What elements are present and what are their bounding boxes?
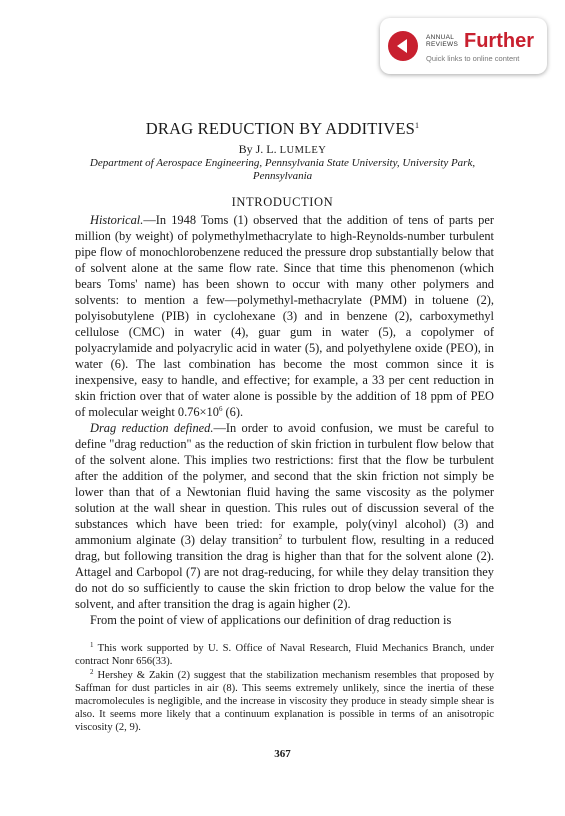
badge-publisher: ANNUAL REVIEWS — [426, 33, 459, 48]
paragraph-drag-reduction-defined: Drag reduction defined.—In order to avoid confusion, we must be careful to define "drag reduction" as the reduction of skin friction in turbulent flow below that of the solvent alone. This implies two restrictions: first that the flow be turbulent after the addition of the polymer, and second that the skin friction not simply be lower than that of a Newtonian fluid having the same viscosity as the polymer solution at the wall shear in question. This rules out of discussion several of the substances which have been tried: for example, poly(vinyl alcohol) (3) and ammonium alginate (3) delay transition$^2$ to turbulent flow, resulting in a reduced drag, but following transition the drag is higher than that for the solvent alone (2). Attagel and Carbopol (7) are not drag-reducing, for while they delay transition they do not do so sufficiently to cause the skin friction to drop below the value for the solvent, and after transition the drag is again higher (2). — [75, 421, 494, 611]
paragraph-applications: From the point of view of applications our definition of drag reduction is — [90, 613, 452, 627]
section-heading: INTRODUCTION — [231, 195, 334, 209]
badge-subtitle: Quick links to online content — [426, 53, 520, 63]
footnote-1: $^1$ This work supported by U. S. Office of Naval Research, Fluid Mechanics Branch, under contract Nonr 656(33). — [75, 641, 494, 667]
page-number: 367 — [274, 748, 291, 760]
affiliation: Department of Aerospace Engineering, Pennsylvania State University, University Park, Pennsylvania — [89, 157, 476, 182]
footnote-2: $^2$ Hershey & Zakin (2) suggest that the stabilization mechanism resembles that proposed by Saffman for dust particles in air (8). This seems extremely unlikely, since the inertia of these macromolecules is negligible, and the increase in viscosity they produce in steady simple shear is also. It seems more likely that a continuum explanation is possible in terms of an anisotropic viscosity (2, 9). — [75, 668, 494, 733]
paragraph-historical: Historical.—In 1948 Toms (1) observed that the addition of tens of parts per million (by weight) of polymethylmethacrylate to high-Reynolds-number turbulent pipe flow of monochlorobenzene reduced the pressure drop substantially below that of solvent alone at the same flow rate. Since that time this phenomenon (which bears Toms' name) has been shown to occur with many other polymers and solvents: to mention a few—polymethyl-methacrylate (PMM) in toluene (2), polyisobutylene (PIB) in cyclohexane (3) and in benzene (2), carboxymethyl cellulose (CMC) in water (4), guar gum in water (5), a copolymer of polyacrylamide and polyacrylic acid in water (5), and polyethylene oxide (PEO), in water (6). The last combination has become the most common since it is inexpensive, easy to handle, and effective; for example, a 33 per cent reduction in skin friction over that of water alone is possible by the addition of 18 ppm of PEO of molecular weight $0.76\times 10^6$ (6). — [75, 213, 494, 419]
title-footnote-mark: 1 — [415, 121, 420, 130]
footnotes — [75, 642, 494, 735]
article-body — [75, 212, 494, 628]
article-title: DRAG REDUCTION BY ADDITIVES$^1$ — [145, 119, 420, 138]
author-line: By J. L. LUMLEY — [238, 142, 327, 156]
further-badge[interactable] — [380, 18, 547, 74]
back-arrow-icon — [388, 31, 418, 61]
footnote-ref-2: 2 — [278, 533, 283, 541]
badge-further-label: Further — [464, 29, 534, 52]
